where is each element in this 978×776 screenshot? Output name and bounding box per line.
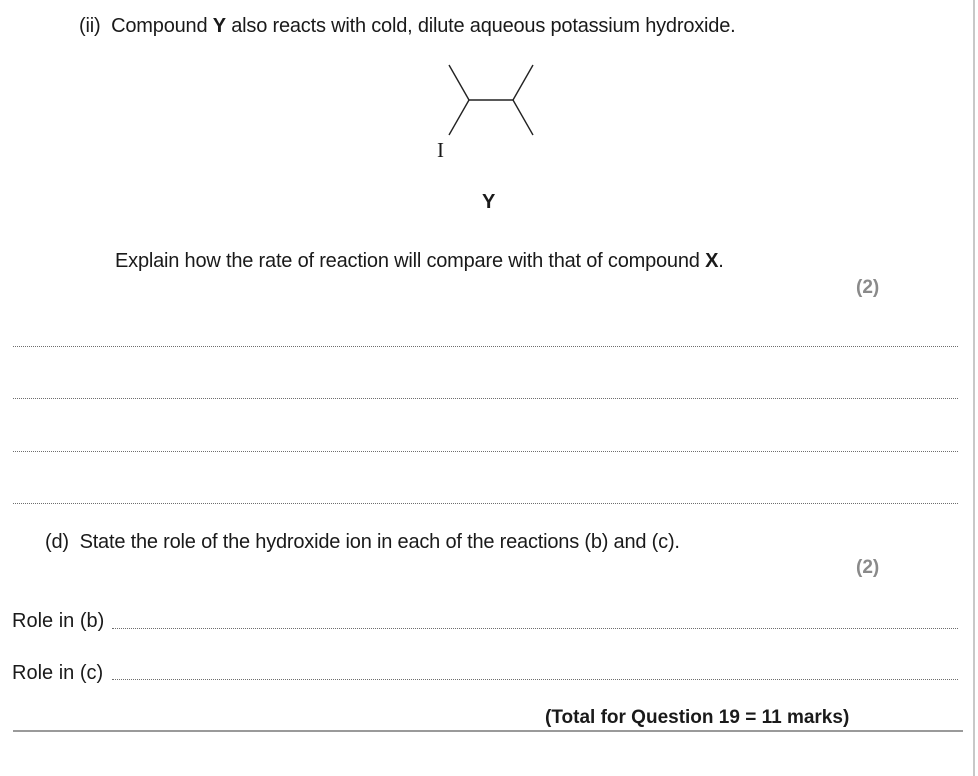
question-ii-compound: Y — [212, 15, 226, 37]
question-d-text — [45, 531, 680, 554]
answer-line-2[interactable] — [13, 398, 958, 399]
answer-line-3[interactable] — [13, 451, 958, 452]
question-ii-text — [79, 15, 736, 38]
bond-to-iodine — [449, 100, 469, 135]
page-edge-rule — [973, 0, 975, 776]
bond-upper-right — [513, 65, 533, 100]
explain-compound: X — [705, 250, 719, 272]
question-ii-text-after: also reacts with cold, dilute aqueous potassium hydroxide. — [225, 15, 736, 37]
answer-line-1[interactable] — [13, 346, 958, 347]
question-ii-number: (ii) — [79, 15, 101, 37]
bond-upper-left — [449, 65, 469, 100]
question-ii-text-before: Compound — [111, 15, 213, 37]
question-total: (Total for Question 19 = 11 marks) — [545, 707, 850, 728]
explain-instruction — [115, 250, 724, 273]
role-b-label: Role in (b) — [12, 610, 105, 632]
bond-lower-right — [513, 100, 533, 135]
role-b-answer-line[interactable] — [112, 628, 958, 629]
answer-line-4[interactable] — [13, 503, 958, 504]
explain-text-before: Explain how the rate of reaction will compare with that of compound — [115, 250, 706, 272]
marks-part-ii: (2) — [856, 277, 880, 298]
iodine-atom-label: I — [437, 138, 444, 162]
question-d-number: (d) — [45, 531, 69, 553]
marks-part-d: (2) — [856, 557, 880, 578]
question-d-body: State the role of the hydroxide ion in each of the reactions (b) and (c). — [79, 531, 680, 553]
compound-y-label: Y — [482, 191, 496, 213]
role-c-label: Role in (c) — [12, 662, 104, 684]
role-c-answer-line[interactable] — [112, 679, 958, 680]
explain-text-after: . — [718, 250, 724, 272]
bottom-divider — [13, 730, 963, 732]
